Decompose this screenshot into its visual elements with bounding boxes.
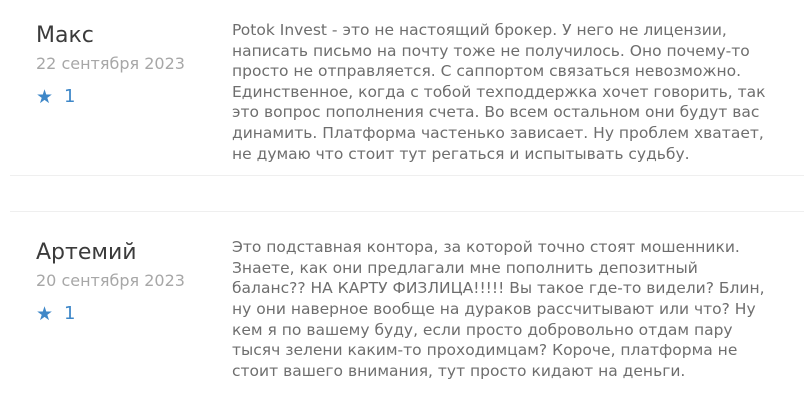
review-meta xyxy=(36,20,232,107)
review-text: Potok Invest - это не настоящий брокер. У него не лицензии, написать письмо на почту тоже не получилось. Оно почему-то просто не отправляется. С саппортом связаться невозможно. Единственное, когда с тобой техподдержка хочет говорить, так это вопрос пополнения счета. Во всем остальном они будут вас динамить. Платформа частенько зависает. Ну проблем хватает, не думаю что стоит тут регаться и испытывать судьбу. xyxy=(232,21,766,163)
divider xyxy=(10,175,804,176)
rating-value: 1 xyxy=(64,86,76,108)
review-text: Это подставная контора, за которой точно стоят мошенники. Знаете, как они предлагали мне пополнить депозитный баланс?? НА КАРТУ ФИЗЛИЦА!!!!! Вы такое где-то видели? Блин, ну они наверное вообще на дураков рассчитывают или что? Ну кем я по вашему буду, если просто добровольно отдам пару тысяч зелени каким-то проходимцам? Короче, платформа не стоит вашего внимания, тут просто кидают на деньги. xyxy=(232,238,765,380)
review-rating xyxy=(36,302,232,325)
rating-value: 1 xyxy=(64,303,76,325)
review-item xyxy=(0,212,804,381)
star-icon: ★ xyxy=(36,85,54,108)
author-name: Макс xyxy=(36,23,94,48)
review-rating xyxy=(36,85,232,108)
star-icon: ★ xyxy=(36,302,54,325)
review-item xyxy=(0,0,804,164)
review-date: 20 сентября 2023 xyxy=(36,270,185,290)
review-date: 22 сентября 2023 xyxy=(36,53,185,73)
author-name: Артемий xyxy=(36,240,137,266)
review-meta xyxy=(36,237,232,324)
